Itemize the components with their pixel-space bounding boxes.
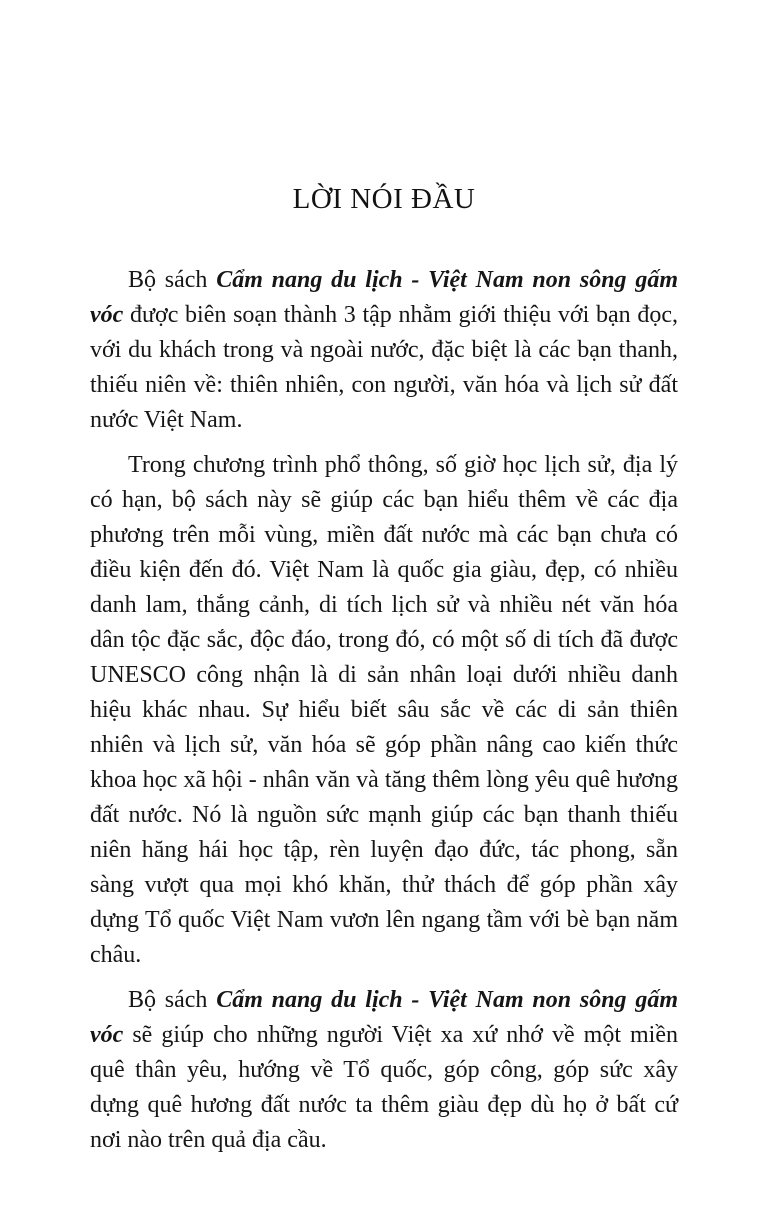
paragraph	[90, 448, 678, 973]
paragraph	[90, 983, 678, 1158]
paragraph-text: sẽ giúp cho những người Việt xa xứ nhớ về một miền quê thân yêu, hướng về Tổ quốc, góp công, góp sức xây dựng quê hương đất nước ta thêm giàu đẹp dù họ ở bất cứ nơi nào trên quả địa cầu.	[90, 1022, 678, 1153]
book-series-title: Cẩm nang du lịch - Việt Nam non sông gấm vóc	[90, 267, 678, 328]
text-body	[90, 263, 678, 1158]
book-series-title: Cẩm nang du lịch - Việt Nam non sông gấm vóc	[90, 987, 678, 1048]
paragraph-text: Bộ sách	[128, 987, 217, 1013]
chapter-title: LỜI NÓI ĐẦU	[292, 183, 476, 215]
paragraph-text: được biên soạn thành 3 tập nhằm giới thiệu với bạn đọc, với du khách trong và ngoài nước, đặc biệt là các bạn thanh, thiếu niên về: thiên nhiên, con người, văn hóa và lịch sử đất nước Việt Nam.	[90, 302, 678, 433]
paragraph	[90, 263, 678, 438]
paragraph-text: Bộ sách	[128, 267, 217, 293]
paragraph-text: Trong chương trình phổ thông, số giờ học lịch sử, địa lý có hạn, bộ sách này sẽ giúp các bạn hiểu thêm về các địa phương trên mỗi vùng, miền đất nước mà các bạn chưa có điều kiện đến đó. Việt Nam là quốc gia giàu, đẹp, có nhiều danh lam, thắng cảnh, di tích lịch sử và nhiều nét văn hóa dân tộc đặc sắc, độc đáo, trong đó, có một số di tích đã được UNESCO công nhận là di sản nhân loại dưới nhiều danh hiệu khác nhau. Sự hiểu biết sâu sắc về các di sản thiên nhiên và lịch sử, văn hóa sẽ góp phần nâng cao kiến thức khoa học xã hội - nhân văn và tăng thêm lòng yêu quê hương đất nước. Nó là nguồn sức mạnh giúp các bạn thanh thiếu niên hăng hái học tập, rèn luyện đạo đức, tác phong, sẵn sàng vượt qua mọi khó khăn, thử thách để góp phần xây dựng Tổ quốc Việt Nam vươn lên ngang tầm với bè bạn năm châu.	[90, 452, 678, 968]
